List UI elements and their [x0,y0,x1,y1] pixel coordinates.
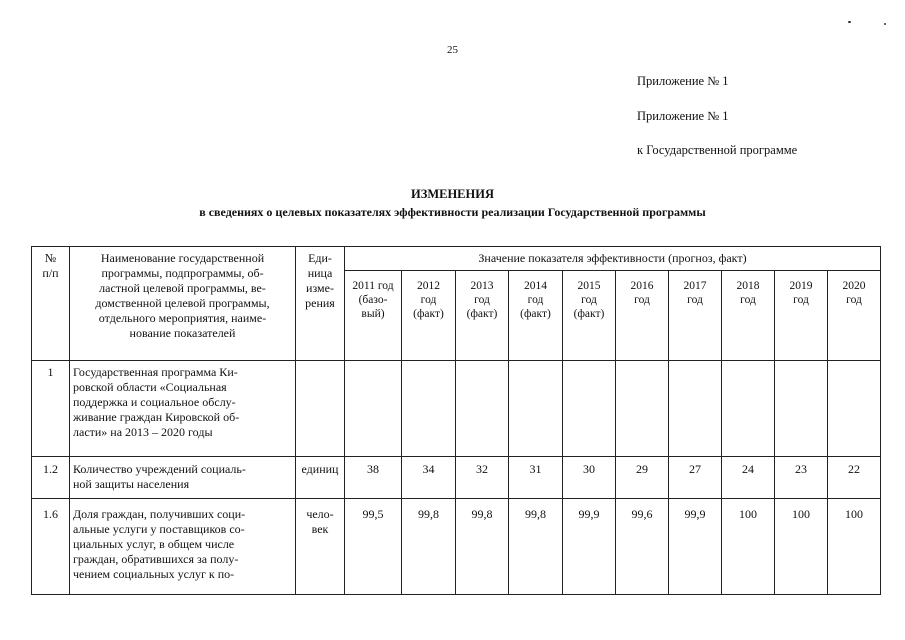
row-name-line: граждан, обратившихся за полу- [73,552,239,566]
year-header-line: 2015 [577,280,601,292]
year-header-2011 [345,271,402,361]
value-cell: 23 [775,457,828,499]
value-cell [402,361,456,457]
header-num-line: № [44,251,57,265]
value-cell: 34 [402,457,456,499]
value-cell [669,361,722,457]
year-header-2018 [722,271,775,361]
row-unit [296,499,345,595]
row-num: 1.6 [32,499,70,595]
row-name-line: альные услуги у поставщиков со- [73,522,245,536]
row-unit-line: чело- [306,507,334,521]
header-num-cell [32,247,70,361]
year-header-2014 [509,271,563,361]
header-name-cell [70,247,296,361]
year-header-line: 2017 [683,280,707,292]
year-header-line: год [474,294,490,306]
row-unit-line: единиц [301,462,339,476]
value-cell [616,361,669,457]
header-name-line: Наименование государственной [100,251,265,265]
year-header-line: вый) [361,308,385,320]
value-cell: 100 [722,499,775,595]
row-unit [296,361,345,457]
year-header-line: 2013 [470,280,494,292]
value-cell: 99,9 [563,499,616,595]
value-cell: 99,8 [509,499,563,595]
year-header-line: год [846,294,862,306]
value-cell [775,361,828,457]
header-unit-line: Еди- [308,251,332,265]
value-cell: 100 [775,499,828,595]
row-name [70,457,296,499]
year-header-2015 [563,271,616,361]
value-cell: 99,5 [345,499,402,595]
value-cell: 99,9 [669,499,722,595]
page-number: 25 [447,44,458,56]
row-unit [296,457,345,499]
header-row-1 [32,247,881,271]
value-cell: 27 [669,457,722,499]
row-unit-line: век [311,522,329,536]
value-cell: 32 [456,457,509,499]
year-header-line: год [634,294,650,306]
year-header-2013 [456,271,509,361]
year-header-line: год [687,294,703,306]
value-cell [345,361,402,457]
year-header-line: год [581,294,597,306]
header-unit-line: изме- [306,281,334,295]
year-header-line: (факт) [466,308,498,320]
row-name-line: Государственная программа Ки- [73,365,238,379]
header-unit-line: ница [307,266,333,280]
row-name-line: циальных услуг, в общем числе [73,537,235,551]
year-header-2017 [669,271,722,361]
row-name-line: ласти» на 2013 – 2020 годы [73,425,213,439]
year-header-line: год [793,294,809,306]
value-cell [722,361,775,457]
header-name-line: домственной целевой программы, [95,296,270,310]
header-name-line: отдельного мероприятия, наиме- [98,311,267,325]
annex-line-3: к Государственной программе [637,143,798,157]
scan-speck [884,23,886,25]
value-cell [509,361,563,457]
indicators-table [31,246,881,595]
year-header-line: 2020 [842,280,866,292]
year-header-line: 2016 [630,280,654,292]
row-name-line: ровской области «Социальная [73,380,227,394]
row-num: 1.2 [32,457,70,499]
year-header-2020 [828,271,881,361]
row-name-line: Доля граждан, получивших соци- [73,507,246,521]
year-header-line: (факт) [573,308,605,320]
year-header-2012 [402,271,456,361]
scan-speck [848,21,851,23]
annex-line-2: Приложение № 1 [637,109,729,123]
header-num-line: п/п [42,266,59,280]
header-unit-line: рения [305,296,335,310]
document-title: ИЗМЕНЕНИЯ [411,187,494,201]
table-row [32,499,881,595]
year-header-2016 [616,271,669,361]
header-name-line: ластной целевой программы, ве- [99,281,266,295]
year-header-line: (факт) [520,308,551,320]
value-cell: 99,6 [616,499,669,595]
year-header-line: 2012 [417,280,440,292]
header-unit-cell [296,247,345,361]
row-name-line: чением социальных услуг к по- [73,567,235,581]
row-name-line: Количество учреждений социаль- [73,462,246,476]
value-cell: 22 [828,457,881,499]
document-subtitle: в сведениях о целевых показателях эффективности реализации Государственной программы [199,205,706,219]
year-header-line: (базо- [358,294,388,306]
table-row [32,361,881,457]
table-row [32,457,881,499]
value-cell [563,361,616,457]
year-header-line: год [527,294,544,306]
year-header-line: 2019 [789,280,813,292]
year-header-line: год [740,294,756,306]
value-cell [456,361,509,457]
value-cell: 38 [345,457,402,499]
year-header-line: 2011 год [352,280,394,292]
row-name [70,499,296,595]
row-name-line: ной защиты населения [73,477,190,491]
annex-line-1: Приложение № 1 [637,74,729,88]
value-cell: 99,8 [402,499,456,595]
row-name-line: живание граждан Кировской об- [73,410,240,424]
value-cell: 29 [616,457,669,499]
year-header-line: год [420,294,437,306]
value-cell: 30 [563,457,616,499]
year-header-2019 [775,271,828,361]
header-group-cell: Значение показателя эффективности (прогноз, факт) [345,247,881,271]
value-cell: 24 [722,457,775,499]
value-cell: 99,8 [456,499,509,595]
year-header-line: 2018 [736,280,760,292]
header-name-line: программы, подпрограммы, об- [101,266,264,280]
row-num: 1 [32,361,70,457]
year-header-line: (факт) [413,308,444,320]
row-name-line: поддержка и социальное обслу- [73,395,236,409]
value-cell [828,361,881,457]
value-cell: 31 [509,457,563,499]
value-cell: 100 [828,499,881,595]
year-header-line: 2014 [524,280,547,292]
header-name-line: нование показателей [129,326,236,340]
row-name [70,361,296,457]
